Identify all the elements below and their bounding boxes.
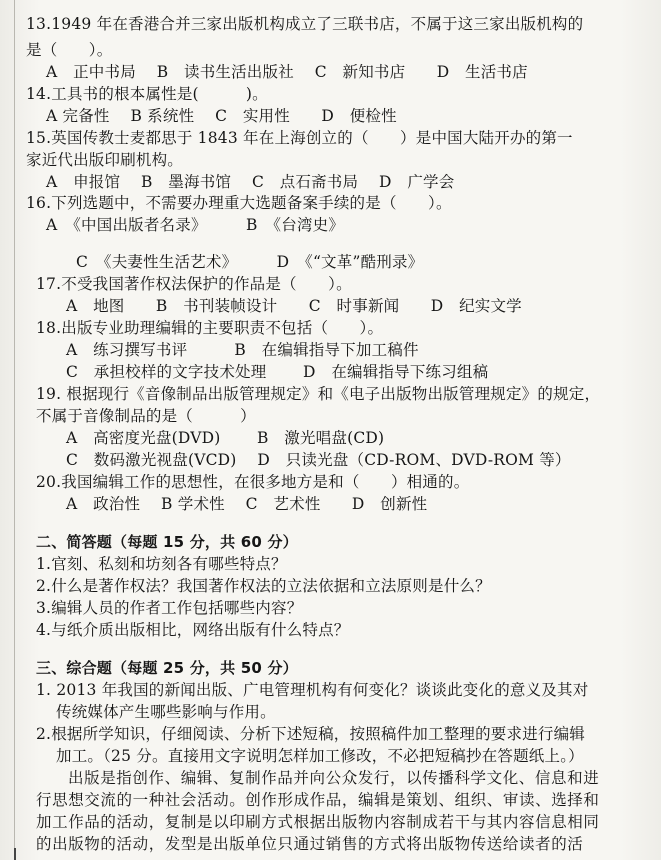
section3-heading: 三、综合题（每题 25 分，共 50 分） — [36, 659, 298, 677]
q19-options-ab: A 高密度光盘(DVD) B 激光唱盘(CD) — [66, 429, 385, 447]
q17-options: A 地图 B 书刊装帧设计 C 时事新闻 D 纪实文学 — [66, 297, 522, 315]
q17-stem: 17.不受我国著作权法保护的作品是（ ）。 — [36, 275, 352, 293]
q20-stem: 20.我国编辑工作的思想性，在很多地方是和（ ）相通的。 — [36, 473, 470, 491]
page-edge-line — [14, 0, 15, 860]
q16-options-ab: A 《中国出版者名录》 B 《台湾史》 — [46, 216, 345, 234]
section3-item2-line2: 加工。（25 分。直接用文字说明怎样加工修改，不必把短稿抄在答题纸上。） — [56, 747, 584, 765]
q18-options-cd: C 承担校样的文字技术处理 D 在编辑指导下练习组稿 — [66, 363, 489, 381]
passage-line-3: 加工作品的活动，复制是以印刷方式根据出版物内容制成若干与其内容信息相同 — [36, 813, 600, 831]
q20-options: A 政治性 B 学术性 C 艺术性 D 创新性 — [66, 495, 428, 513]
q14-options: A 完备性 B 系统性 C 实用性 D 便检性 — [46, 107, 397, 125]
q15-options: A 申报馆 B 墨海书馆 C 点石斋书局 D 广学会 — [46, 173, 455, 191]
q15-stem-line1: 15.英国传教士麦都思于 1843 年在上海创立的（ ）是中国大陆开办的第一 — [26, 129, 573, 147]
section2-item-4: 4.与纸介质出版相比，网络出版有什么特点？ — [36, 621, 350, 639]
section2-item-2: 2.什么是著作权法？我国著作权法的立法依据和立法原则是什么？ — [36, 577, 491, 595]
passage-line-2: 行思想交流的一种社会活动。创作形成作品，编辑是策划、组织、审读、选择和 — [36, 791, 600, 809]
q19-stem-line2: 不属于音像制品的是（ ） — [36, 407, 256, 425]
q19-options-cd: C 数码激光视盘(VCD) D 只读光盘（CD-ROM、DVD-ROM 等） — [66, 451, 571, 469]
q15-stem-line2: 家近代出版印刷机构。 — [26, 151, 184, 169]
section3-item1-line1: 1. 2013 年我国的新闻出版、广电管理机构有何变化？谈谈此变化的意义及其对 — [36, 681, 589, 699]
q13-stem-line1: 13.1949 年在香港合并三家出版机构成立了三联书店，不属于这三家出版机构的 — [26, 15, 584, 33]
q13-options: A 正中书局 B 读书生活出版社 C 新知书店 D 生活书店 — [46, 63, 528, 81]
page-corner-mark — [14, 848, 20, 860]
section2-heading: 二、简答题（每题 15 分，共 60 分） — [36, 533, 298, 551]
q19-stem-line1: 19. 根据现行《音像制品出版管理规定》和《电子出版物出版管理规定》的规定， — [36, 385, 601, 403]
q16-stem: 16.下列选题中，不需要办理重大选题备案手续的是（ ）。 — [26, 194, 452, 212]
q13-stem-line2: 是（ ）。 — [26, 41, 113, 59]
q18-options-ab: A 练习撰写书评 B 在编辑指导下加工稿件 — [66, 341, 419, 359]
passage-line-4: 的出版物的活动，发型是出版单位只通过销售的方式将出版物传送给读者的活 — [36, 835, 584, 853]
section3-item2-line1: 2.根据所学知识，仔细阅读、分析下述短稿，按照稿件加工整理的要求进行编辑 — [36, 725, 585, 743]
section2-item-3: 3.编辑人员的作者工作包括哪些内容？ — [36, 599, 303, 617]
q16-options-cd: C 《夫妻性生活艺术》 D 《“文革”酷刑录》 — [76, 253, 424, 271]
passage-line-1: 出版是指创作、编辑、复制作品并向公众发行，以传播科学文化、信息和进 — [68, 769, 600, 787]
section2-item-1: 1.官刻、私刻和坊刻各有哪些特点？ — [36, 555, 287, 573]
q14-stem: 14.工具书的根本属性是( )。 — [26, 85, 268, 103]
q18-stem: 18.出版专业助理编辑的主要职责不包括（ ）。 — [36, 319, 384, 337]
section3-item1-line2: 传统媒体产生哪些影响与作用。 — [56, 703, 276, 721]
